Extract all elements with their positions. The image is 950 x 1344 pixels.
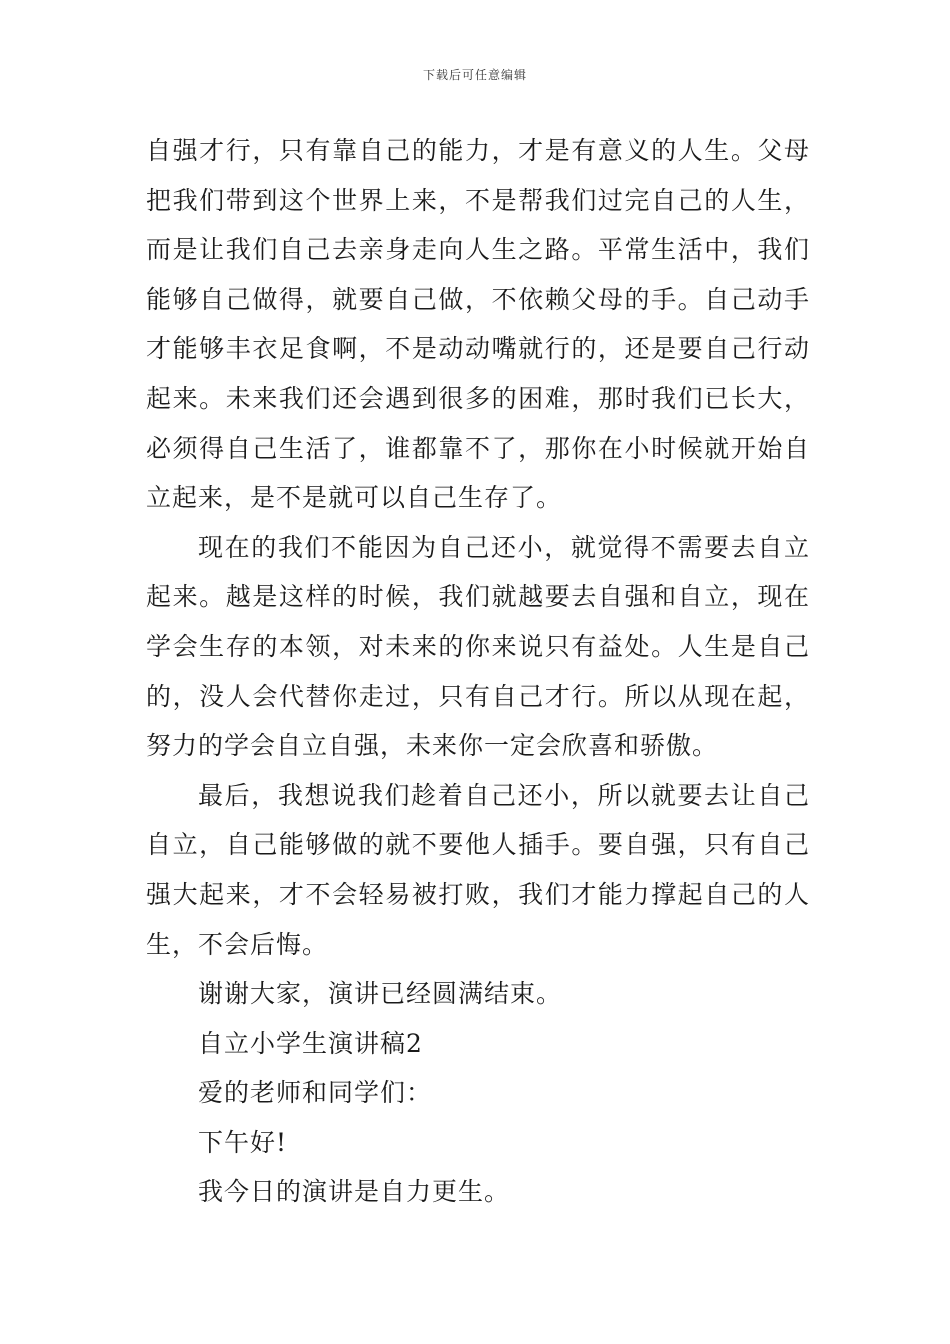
paragraph-1: 自强才行，只有靠自己的能力，才是有意义的人生。父母把我们带到这个世界上来，不是帮我们过完自己的人生，而是让我们自己去亲身走向人生之路。平常生活中，我们能够自己做得，就要自己做，不依赖父母的手。自己动手才能够丰衣足食啊，不是动动嘴就行的，还是要自己行动起来。未来我们还会遇到很多的困难，那时我们已长大，必须得自己生活了，谁都靠不了，那你在小时候就开始自立起来，是不是就可以自己生存了。 bbox=[146, 136, 810, 513]
section-title: 自立小学生演讲稿2 bbox=[198, 1028, 423, 1058]
greeting: 下午好! bbox=[198, 1127, 288, 1157]
document-body bbox=[146, 126, 810, 1217]
salutation: 爱的老师和同学们： bbox=[198, 1078, 433, 1108]
header-note: 下载后可任意编辑 bbox=[422, 68, 527, 82]
paragraph-thanks: 谢谢大家，演讲已经圆满结束。 bbox=[198, 979, 563, 1009]
paragraph-3: 最后，我想说我们趁着自己还小，所以就要去让自己自立，自己能够做的就不要他人插手。要自强，只有自己强大起来，才不会轻易被打败，我们才能力撑起自己的人生，不会后悔。 bbox=[146, 780, 810, 959]
paragraph-2: 现在的我们不能因为自己还小，就觉得不需要去自立起来。越是这样的时候，我们就越要去自强和自立，现在学会生存的本领，对未来的你来说只有益处。人生是自己的，没人会代替你走过，只有自己才行。所以从现在起，努力的学会自立自强，未来你一定会欣喜和骄傲。 bbox=[146, 532, 810, 761]
speech-topic: 我今日的演讲是自力更生。 bbox=[198, 1177, 511, 1207]
